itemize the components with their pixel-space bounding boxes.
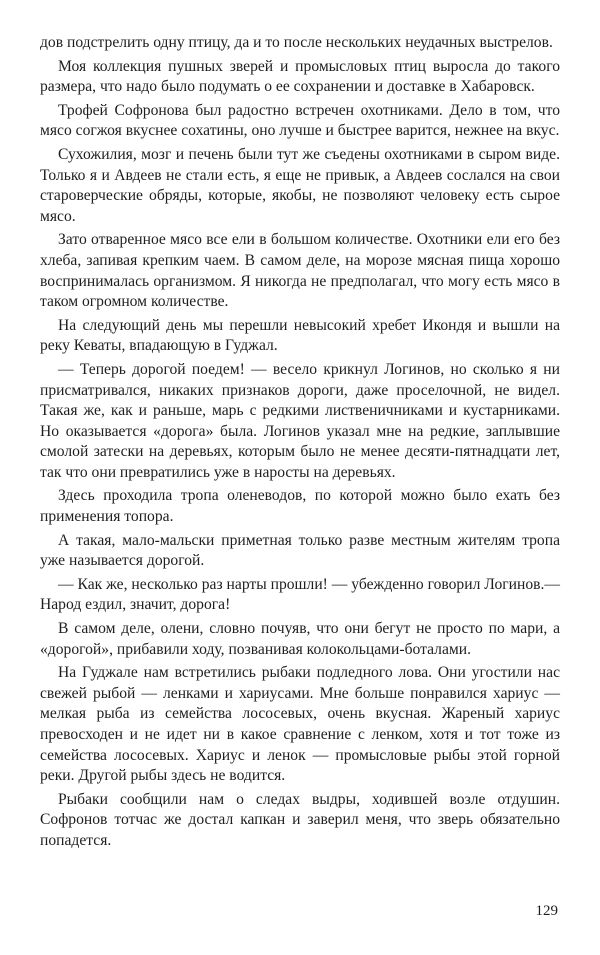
- page-number: 129: [535, 903, 558, 919]
- book-page-text: [40, 33, 560, 852]
- paragraph-7: — Теперь дорогой поедем! — весело крикнул Логинов, но сколько я ни присматривался, никаких признаков дороги, даже проселочной, не видел. Такая же, как и раньше, марь с редкими лиственичниками и кустарниками. Но оказывается «дорога» была. Логинов указал мне на редкие, заплывшие смолой затески на деревьях, которым было не менее десяти-пятнадцати лет, так что они превратились уже в наросты на деревьях.: [40, 360, 560, 481]
- paragraph-4: Сухожилия, мозг и печень были тут же съедены охотниками в сыром виде. Только я и Авдеев не стали есть, я еще не привык, а Авдеев сослался на свои староверческие обряды, которые, якобы, не позволяют человеку есть сырое мясо.: [40, 145, 560, 225]
- paragraph-9: А такая, мало-мальски приметная только разве местным жителям тропа уже называется дорогой.: [40, 531, 560, 570]
- paragraph-12: На Гуджале нам встретились рыбаки подледного лова. Они угостили нас свежей рыбой — ленками и хариусами. Мне больше понравился хариус — мелкая рыба из семейства лососевых, очень вкусная. Жареный хариус превосходен и не идет ни в какое сравнение с ленком, хотя и тот тоже из семейства лососевых. Хариус и ленок — промысловые рыбы этой горной реки. Другой рыбы здесь не водится.: [40, 664, 560, 785]
- paragraph-2: Моя коллекция пушных зверей и промысловых птиц выросла до такого размера, что надо было подумать о ее сохранении и доставке в Хабаровск.: [40, 57, 560, 96]
- paragraph-10: — Как же, несколько раз нарты прошли! — убежденно говорил Логинов.— Народ ездил, значит, дорога!: [40, 575, 560, 614]
- paragraph-1-continuation: дов подстрелить одну птицу, да и то после нескольких неудачных выстрелов.: [40, 34, 553, 51]
- paragraph-3: Трофей Софронова был радостно встречен охотниками. Дело в том, что мясо согжоя вкуснее сохатины, оно лучше и быстрее варится, нежнее на вкус.: [40, 101, 560, 140]
- paragraph-11: В самом деле, олени, словно почуяв, что они бегут не просто по мари, а «дорогой», прибавили ходу, позванивая колокольцами-боталами.: [40, 620, 560, 658]
- paragraph-8: Здесь проходила тропа оленеводов, по которой можно было ехать без применения топора.: [40, 487, 560, 526]
- paragraph-13: Рыбаки сообщили нам о следах выдры, ходившей возле отдушин. Софронов тотчас же достал капкан и заверил меня, что зверь обязательно попадется.: [40, 790, 560, 849]
- paragraph-6: На следующий день мы перешли невысокий хребет Икондя и вышли на реку Кеваты, впадающую в Гуджал.: [40, 316, 560, 355]
- paragraph-5: Зато отваренное мясо все ели в большом количестве. Охотники ели его без хлеба, запивая крепким чаем. В самом деле, на морозе мясная пища хорошо воспринималась организмом. Я никогда не предполагал, что могу есть мясо в таком огромном количестве.: [40, 231, 560, 311]
